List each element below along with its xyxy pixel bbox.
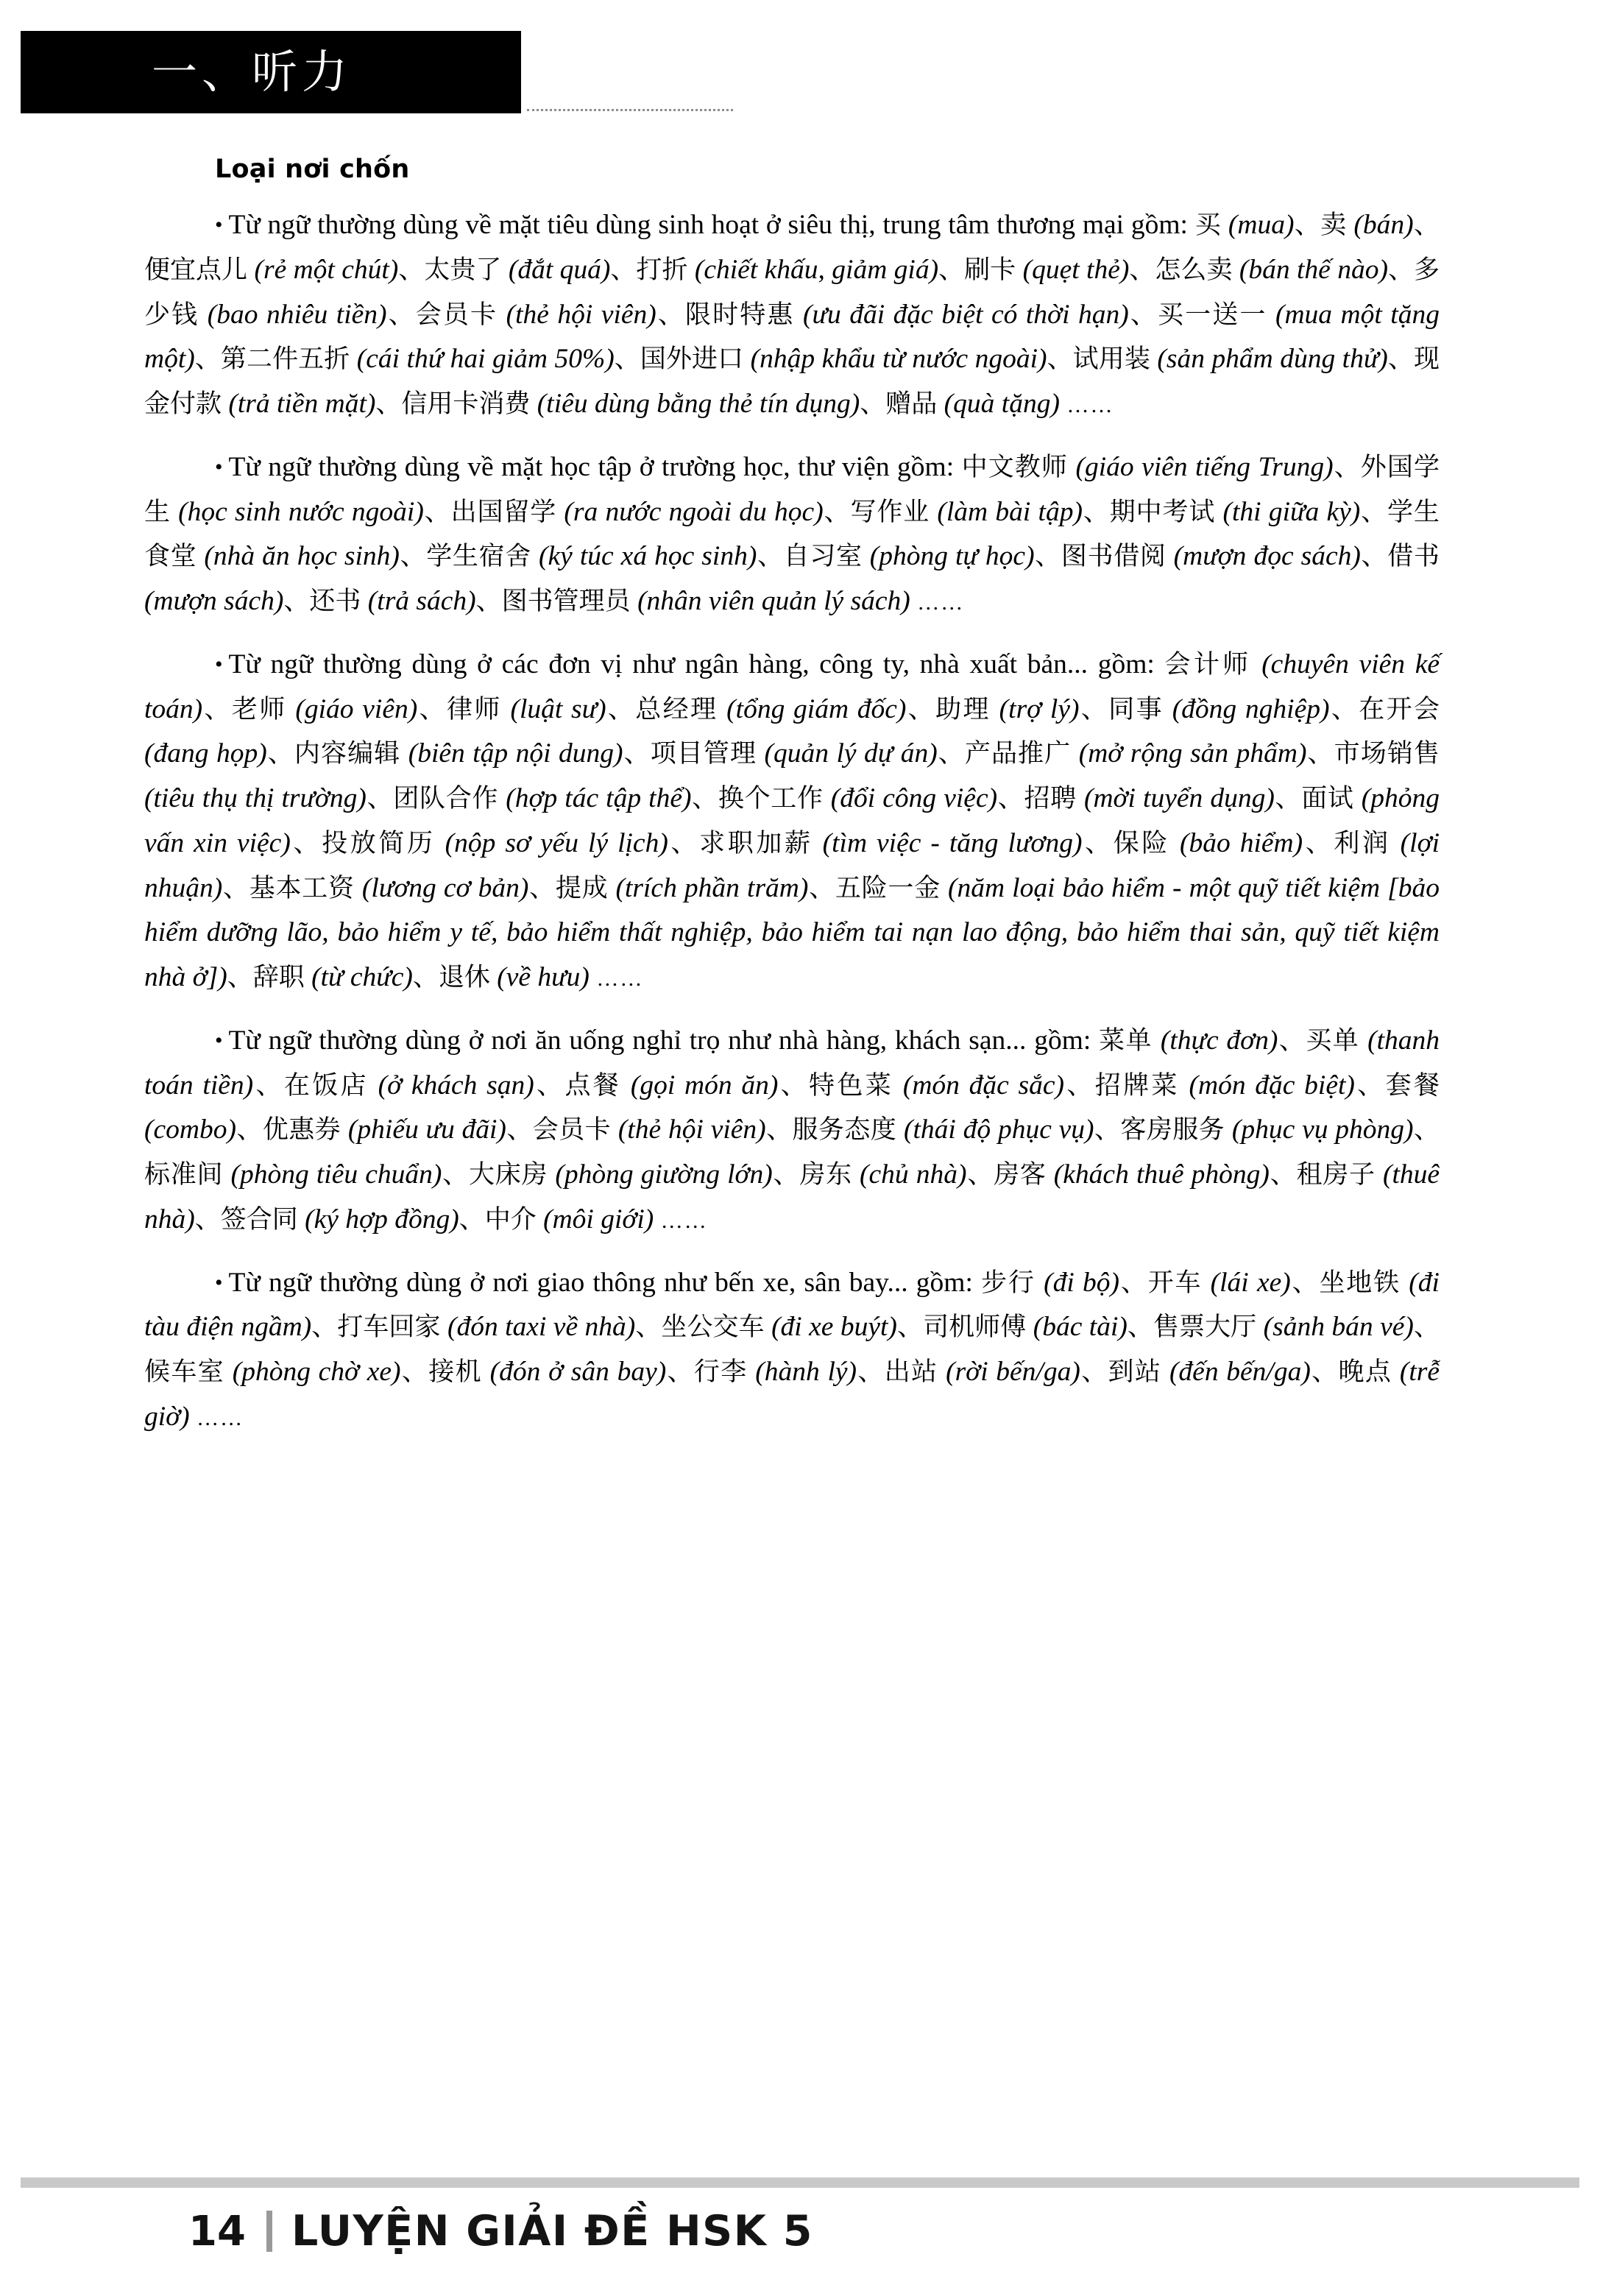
list-separator: 、 xyxy=(375,389,402,419)
list-separator: 、 xyxy=(1128,300,1158,330)
vocab-chinese: 利润 xyxy=(1334,828,1391,858)
list-separator: 、 xyxy=(606,694,636,724)
vocab-chinese: 行李 xyxy=(693,1357,748,1387)
list-separator: 、 xyxy=(194,1204,221,1234)
vocab-vietnamese: (tổng giám đốc) xyxy=(726,693,907,724)
list-separator: 、 xyxy=(253,1070,284,1101)
vocab-vietnamese: (thẻ hội viên) xyxy=(506,299,656,330)
vocab-vietnamese: (hành lý) xyxy=(755,1357,857,1387)
bullet-icon: • xyxy=(215,213,223,237)
list-separator: 、 xyxy=(1082,828,1114,858)
vocab-chinese: 买一送一 xyxy=(1157,300,1267,330)
list-separator: 、 xyxy=(772,1160,800,1190)
paragraph-list xyxy=(144,203,1440,1440)
vocab-chinese: 房客 xyxy=(994,1160,1047,1190)
list-separator: 、 xyxy=(1274,784,1302,813)
list-separator: 、 xyxy=(1360,497,1388,527)
list-separator: 、 xyxy=(423,497,451,527)
vocab-vietnamese: (ra nước ngoài du học) xyxy=(564,496,824,527)
vocab-vietnamese: (mua) xyxy=(1228,210,1295,240)
list-separator: 、 xyxy=(417,694,447,724)
vocab-vietnamese: (tiêu dùng bằng thẻ tín dụng) xyxy=(537,389,860,419)
vocab-vietnamese: (nhà ăn học sinh) xyxy=(204,541,400,572)
list-separator: 、 xyxy=(283,587,310,616)
list-separator: 、 xyxy=(1413,1313,1440,1343)
paragraph-lead: Từ ngữ thường dùng về mặt tiêu dùng sinh hoạt ở siêu thị, trung tâm thương mại gồm: xyxy=(228,210,1195,240)
vocab-chinese: 太贵了 xyxy=(424,255,502,285)
vocab-chinese: 律师 xyxy=(446,694,502,724)
vocab-vietnamese: (sản phẩm dùng thử) xyxy=(1157,344,1388,375)
subheading: Loại nơi chốn xyxy=(215,155,410,184)
list-separator: 、 xyxy=(896,1313,924,1343)
vocab-chinese: 开车 xyxy=(1147,1268,1203,1298)
vocab-chinese: 期中考试 xyxy=(1109,497,1216,527)
list-separator: 、 xyxy=(1269,1160,1297,1190)
vocab-chinese: 求职加薪 xyxy=(699,828,813,858)
list-separator: 、 xyxy=(236,1115,263,1145)
vocab-chinese: 图书借阅 xyxy=(1061,542,1167,572)
list-separator: 、 xyxy=(442,1160,469,1190)
vocab-vietnamese: (về hưu) xyxy=(497,962,590,992)
list-separator: 、 xyxy=(1413,211,1440,240)
vocab-vietnamese: (nhập khẩu từ nước ngoài) xyxy=(750,344,1047,375)
list-separator: 、 xyxy=(1387,345,1414,375)
heading-dotted-rule xyxy=(527,109,733,111)
vocab-vietnamese: (đi tàu điện ngầm) xyxy=(144,1267,1440,1343)
vocab-chinese: 中文教师 xyxy=(961,452,1068,482)
vocab-vietnamese: (phòng tiêu chuẩn) xyxy=(230,1159,442,1190)
list-separator: 、 xyxy=(311,1313,338,1343)
vocab-vietnamese: (môi giới) xyxy=(543,1204,654,1234)
vocab-vietnamese: (chiết khấu, giảm giá) xyxy=(694,254,939,285)
paragraph xyxy=(144,203,1440,427)
list-separator: 、 xyxy=(938,255,965,285)
vocab-chinese: 五险一金 xyxy=(835,873,941,903)
vocab-vietnamese: (đắt quá) xyxy=(508,254,611,285)
vocab-chinese: 市场销售 xyxy=(1334,739,1440,769)
list-separator: 、 xyxy=(1306,739,1334,769)
vocab-chinese: 在饭店 xyxy=(283,1070,369,1101)
vocab-chinese: 刷卡 xyxy=(964,255,1016,285)
vocab-chinese: 产品推广 xyxy=(964,739,1072,769)
vocab-chinese: 多少钱 xyxy=(144,255,1440,330)
vocab-vietnamese: (bảo hiểm) xyxy=(1179,827,1303,858)
vocab-chinese: 会计师 xyxy=(1164,649,1252,679)
paragraph xyxy=(144,1019,1440,1243)
list-separator: 、 xyxy=(459,1204,485,1234)
vocab-vietnamese: (phỏng vấn xin việc) xyxy=(144,783,1440,858)
vocab-vietnamese: (phòng tự học) xyxy=(869,541,1035,572)
vocab-vietnamese: (từ chức) xyxy=(311,962,413,992)
vocab-vietnamese: (đổi công việc) xyxy=(830,783,998,813)
paragraph xyxy=(144,1261,1440,1440)
vocab-vietnamese: (trích phần trăm) xyxy=(615,872,809,903)
ellipsis: …… xyxy=(910,590,965,615)
list-separator: 、 xyxy=(1360,542,1388,572)
vocab-chinese: 到站 xyxy=(1108,1357,1162,1387)
vocab-chinese: 套餐 xyxy=(1385,1070,1440,1101)
vocab-chinese: 卖 xyxy=(1320,211,1347,240)
page-number: 14 xyxy=(188,2207,246,2256)
vocab-vietnamese: (giáo viên) xyxy=(295,693,418,724)
vocab-vietnamese: (lương cơ bản) xyxy=(361,872,529,903)
vocab-vietnamese: (gọi món ăn) xyxy=(630,1070,779,1101)
vocab-vietnamese: (đang họp) xyxy=(144,738,267,769)
vocab-chinese: 项目管理 xyxy=(650,739,757,769)
vocab-vietnamese: (đến bến/ga) xyxy=(1169,1357,1311,1387)
list-separator: 、 xyxy=(398,255,425,285)
vocab-chinese: 坐公交车 xyxy=(661,1313,765,1343)
vocab-chinese: 提成 xyxy=(555,873,609,903)
list-separator: 、 xyxy=(1047,345,1073,375)
vocab-chinese: 面试 xyxy=(1301,784,1354,813)
vocab-vietnamese: (học sinh nước ngoài) xyxy=(178,496,424,527)
vocab-vietnamese: (lái xe) xyxy=(1210,1267,1291,1298)
vocab-vietnamese: (luật sư) xyxy=(510,693,606,724)
vocab-vietnamese: (phòng chờ xe) xyxy=(232,1357,401,1387)
list-separator: 、 xyxy=(1034,542,1061,572)
vocab-chinese: 房东 xyxy=(799,1160,852,1190)
ellipsis: …… xyxy=(589,967,644,991)
vocab-chinese: 图书管理员 xyxy=(501,587,631,616)
list-separator: 、 xyxy=(1294,211,1321,240)
list-separator: 、 xyxy=(290,828,322,858)
vocab-vietnamese: (thi giữa kỳ) xyxy=(1222,496,1361,527)
list-separator: 、 xyxy=(1079,694,1109,724)
vocab-vietnamese: (quẹt thẻ) xyxy=(1022,254,1130,285)
vocab-vietnamese: (quà tặng) xyxy=(944,389,1060,419)
vocab-chinese: 接机 xyxy=(428,1357,482,1387)
vocab-chinese: 特色菜 xyxy=(809,1070,894,1101)
bullet-icon: • xyxy=(215,1270,223,1295)
vocab-vietnamese: (mở rộng sản phẩm) xyxy=(1078,738,1307,769)
vocab-vietnamese: (thuê nhà) xyxy=(144,1159,1440,1234)
paragraph-lead: Từ ngữ thường dùng ở các đơn vị như ngân hàng, công ty, nhà xuất bản... gồm: xyxy=(228,649,1165,679)
vocab-chinese: 菜单 xyxy=(1099,1025,1153,1056)
vocab-vietnamese: (món đặc sắc) xyxy=(902,1070,1064,1101)
vocab-vietnamese: (mượn đọc sách) xyxy=(1173,541,1361,572)
vocab-vietnamese: (nộp sơ yếu lý lịch) xyxy=(445,827,668,858)
vocab-chinese: 外国学生 xyxy=(144,452,1440,527)
vocab-chinese: 客房服务 xyxy=(1120,1115,1225,1145)
vocab-chinese: 买单 xyxy=(1306,1025,1360,1056)
vocab-vietnamese: (tìm việc - tăng lương) xyxy=(822,827,1083,858)
vocab-chinese: 司机师傅 xyxy=(923,1313,1027,1343)
ellipsis: …… xyxy=(189,1405,244,1430)
vocab-chinese: 出国留学 xyxy=(450,497,557,527)
vocab-chinese: 学生宿舍 xyxy=(426,542,531,572)
list-separator: 、 xyxy=(937,739,965,769)
vocab-chinese: 投放简历 xyxy=(322,828,436,858)
list-separator: 、 xyxy=(1387,255,1414,285)
vocab-chinese: 标准间 xyxy=(144,1160,224,1190)
list-separator: 、 xyxy=(623,739,651,769)
footer-rule xyxy=(21,2177,1579,2188)
bullet-icon: • xyxy=(215,651,223,677)
vocab-chinese: 优惠券 xyxy=(262,1115,341,1145)
vocab-chinese: 怎么卖 xyxy=(1155,255,1233,285)
list-separator: 、 xyxy=(1129,255,1155,285)
list-separator: 、 xyxy=(399,542,427,572)
vocab-chinese: 候车室 xyxy=(144,1357,224,1387)
list-separator: 、 xyxy=(1119,1268,1148,1298)
list-separator: 、 xyxy=(997,784,1024,813)
vocab-vietnamese: (hợp tác tập thể) xyxy=(506,783,692,813)
section-heading-banner xyxy=(21,31,521,113)
list-separator: 、 xyxy=(194,345,221,375)
list-separator: 、 xyxy=(765,1115,793,1145)
vocab-chinese: 保险 xyxy=(1113,828,1170,858)
list-separator: 、 xyxy=(966,1160,994,1190)
vocab-chinese: 学生食堂 xyxy=(144,497,1440,572)
list-separator: 、 xyxy=(668,828,700,858)
vocab-vietnamese: (bác tài) xyxy=(1033,1312,1128,1343)
paragraph-lead: Từ ngữ thường dùng về mặt học tập ở trường học, thư viện gồm: xyxy=(228,451,962,482)
list-separator: 、 xyxy=(266,739,294,769)
list-separator: 、 xyxy=(506,1115,533,1145)
list-separator: 、 xyxy=(1413,1115,1440,1145)
list-separator: 、 xyxy=(1278,1025,1306,1056)
vocab-vietnamese: (thanh toán tiền) xyxy=(144,1025,1440,1101)
vocab-vietnamese: (giáo viên tiếng Trung) xyxy=(1075,451,1334,482)
vocab-chinese: 在开会 xyxy=(1359,694,1440,724)
vocab-chinese: 签合同 xyxy=(220,1204,298,1234)
vocab-vietnamese: (rời bến/ga) xyxy=(946,1357,1080,1387)
vocab-vietnamese: (trả tiền mặt) xyxy=(228,389,376,419)
list-separator: 、 xyxy=(412,963,439,992)
vocab-chinese: 买 xyxy=(1194,211,1222,240)
list-separator: 、 xyxy=(366,784,394,813)
vocab-chinese: 助理 xyxy=(935,694,991,724)
vocab-vietnamese: (ở khách sạn) xyxy=(378,1070,534,1101)
list-separator: 、 xyxy=(534,1070,565,1101)
vocab-chinese: 老师 xyxy=(231,694,287,724)
bullet-icon: • xyxy=(215,1028,223,1053)
list-separator: 、 xyxy=(202,694,232,724)
vocab-vietnamese: (làm bài tập) xyxy=(937,496,1083,527)
list-separator: 、 xyxy=(400,1357,429,1387)
vocab-chinese: 招聘 xyxy=(1024,784,1077,813)
vocab-chinese: 团队合作 xyxy=(393,784,499,813)
footer-divider xyxy=(266,2211,272,2252)
vocab-chinese: 换个工作 xyxy=(718,784,824,813)
list-separator: 、 xyxy=(528,873,556,903)
vocab-chinese: 借书 xyxy=(1387,542,1440,572)
vocab-chinese: 晚点 xyxy=(1338,1357,1392,1387)
vocab-chinese: 大床房 xyxy=(468,1160,548,1190)
list-separator: 、 xyxy=(757,542,784,572)
vocab-chinese: 总经理 xyxy=(635,694,718,724)
list-separator: 、 xyxy=(1310,1357,1339,1387)
vocab-chinese: 坐地铁 xyxy=(1319,1268,1401,1298)
vocab-chinese: 还书 xyxy=(309,587,361,616)
vocab-chinese: 赠品 xyxy=(885,389,938,419)
list-separator: 、 xyxy=(691,784,718,813)
vocab-chinese: 中介 xyxy=(484,1204,537,1234)
vocab-chinese: 招牌菜 xyxy=(1094,1070,1180,1101)
list-separator: 、 xyxy=(635,1313,662,1343)
vocab-chinese: 内容编辑 xyxy=(294,739,401,769)
list-separator: 、 xyxy=(1127,1313,1153,1343)
bullet-icon: • xyxy=(215,454,223,479)
vocab-chinese: 信用卡消费 xyxy=(401,389,531,419)
list-separator: 、 xyxy=(614,345,640,375)
vocab-vietnamese: (đón taxi về nhà) xyxy=(447,1312,636,1343)
vocab-vietnamese: (bán) xyxy=(1353,210,1414,240)
list-separator: 、 xyxy=(222,873,249,903)
vocab-vietnamese: (phòng giường lớn) xyxy=(555,1159,773,1190)
vocab-chinese: 步行 xyxy=(981,1268,1036,1298)
vocab-vietnamese: (đi bộ) xyxy=(1044,1267,1119,1298)
vocab-chinese: 限时特惠 xyxy=(685,300,795,330)
vocab-chinese: 打车回家 xyxy=(337,1313,441,1343)
vocab-vietnamese: (bao nhiêu tiền) xyxy=(207,299,387,330)
vocab-vietnamese: (phiếu ưu đãi) xyxy=(347,1115,506,1145)
page-footer xyxy=(21,2188,1579,2275)
vocab-vietnamese: (chủ nhà) xyxy=(860,1159,967,1190)
list-separator: 、 xyxy=(1329,694,1359,724)
vocab-vietnamese: (rẻ một chút) xyxy=(254,254,399,285)
vocab-chinese: 写作业 xyxy=(850,497,930,527)
vocab-vietnamese: (khách thuê phòng) xyxy=(1053,1159,1270,1190)
vocab-chinese: 便宜点儿 xyxy=(144,255,248,285)
vocab-vietnamese: (lợi nhuận) xyxy=(144,827,1440,903)
list-separator: 、 xyxy=(1094,1115,1121,1145)
vocab-chinese: 同事 xyxy=(1108,694,1164,724)
vocab-chinese: 自习室 xyxy=(783,542,863,572)
list-separator: 、 xyxy=(656,300,686,330)
vocab-vietnamese: (món đặc biệt) xyxy=(1189,1070,1355,1101)
body-content xyxy=(144,155,1440,1458)
vocab-chinese: 辞职 xyxy=(252,963,305,992)
list-separator: 、 xyxy=(857,1357,885,1387)
paragraph xyxy=(144,643,1440,1000)
list-separator: 、 xyxy=(808,873,835,903)
vocab-vietnamese: (trợ lý) xyxy=(999,693,1080,724)
paragraph xyxy=(144,445,1440,624)
list-separator: 、 xyxy=(1082,497,1110,527)
vocab-vietnamese: (sảnh bán vé) xyxy=(1263,1312,1414,1343)
list-separator: 、 xyxy=(906,694,936,724)
list-separator: 、 xyxy=(666,1357,694,1387)
vocab-chinese: 售票大厅 xyxy=(1153,1313,1257,1343)
vocab-chinese: 第二件五折 xyxy=(220,345,350,375)
vocab-vietnamese: (năm loại bảo hiểm - một quỹ tiết kiệm [bảo hiểm dưỡng lão, bảo hiểm y tế, bảo hiểm thất nghiệp, bảo hiểm tai nạn lao động, bảo hiểm thai sản, quỹ tiết kiệm nhà ở]) xyxy=(144,872,1440,992)
vocab-vietnamese: (đón ở sân bay) xyxy=(489,1357,667,1387)
vocab-chinese: 租房子 xyxy=(1296,1160,1376,1190)
vocab-vietnamese: (cái thứ hai giảm 50%) xyxy=(356,344,615,375)
vocab-chinese: 基本工资 xyxy=(249,873,355,903)
vocab-vietnamese: (ưu đãi đặc biệt có thời hạn) xyxy=(803,299,1129,330)
vocab-chinese: 出站 xyxy=(884,1357,938,1387)
paragraph-lead: Từ ngữ thường dùng ở nơi ăn uống nghỉ trọ như nhà hàng, khách sạn... gồm: xyxy=(228,1025,1100,1056)
vocab-vietnamese: (combo) xyxy=(144,1115,236,1145)
vocab-vietnamese: (trả sách) xyxy=(367,586,476,616)
list-separator: 、 xyxy=(1064,1070,1095,1101)
ellipsis: …… xyxy=(654,1208,708,1233)
vocab-chinese: 打折 xyxy=(636,255,688,285)
vocab-chinese: 国外进口 xyxy=(640,345,744,375)
vocab-chinese: 会员卡 xyxy=(415,300,498,330)
vocab-vietnamese: (đồng nghiệp) xyxy=(1172,693,1330,724)
vocab-vietnamese: (chuyên viên kế toán) xyxy=(144,649,1440,724)
vocab-chinese: 点餐 xyxy=(564,1070,622,1101)
vocab-vietnamese: (đi xe buýt) xyxy=(771,1312,897,1343)
section-heading-label: 一、听力 xyxy=(152,45,353,99)
vocab-chinese: 现金付款 xyxy=(144,345,1440,419)
vocab-vietnamese: (thực đơn) xyxy=(1160,1025,1278,1056)
list-separator: 、 xyxy=(227,963,253,992)
vocab-chinese: 试用装 xyxy=(1072,345,1150,375)
vocab-vietnamese: (phục vụ phòng) xyxy=(1231,1115,1414,1145)
vocab-vietnamese: (nhân viên quản lý sách) xyxy=(637,586,910,616)
vocab-vietnamese: (mượn sách) xyxy=(144,586,284,616)
vocab-vietnamese: (trễ giờ) xyxy=(144,1357,1440,1432)
vocab-vietnamese: (thái độ phục vụ) xyxy=(904,1115,1094,1145)
list-separator: 、 xyxy=(386,300,416,330)
paragraph-lead: Từ ngữ thường dùng ở nơi giao thông như bến xe, sân bay... gồm: xyxy=(228,1267,982,1298)
list-separator: 、 xyxy=(1333,452,1361,482)
list-separator: 、 xyxy=(778,1070,810,1101)
vocab-chinese: 会员卡 xyxy=(532,1115,612,1145)
book-title: LUYỆN GIẢI ĐỀ HSK 5 xyxy=(291,2207,813,2256)
vocab-vietnamese: (quản lý dự án) xyxy=(764,738,938,769)
vocab-chinese: 服务态度 xyxy=(792,1115,897,1145)
ellipsis: …… xyxy=(1059,393,1114,417)
list-separator: 、 xyxy=(1354,1070,1386,1101)
vocab-vietnamese: (ký hợp đồng) xyxy=(305,1204,459,1234)
list-separator: 、 xyxy=(1290,1268,1320,1298)
vocab-vietnamese: (thẻ hội viên) xyxy=(617,1115,766,1145)
vocab-vietnamese: (mua một tặng một) xyxy=(144,299,1440,375)
vocab-vietnamese: (bán thế nào) xyxy=(1239,254,1388,285)
list-separator: 、 xyxy=(1303,828,1334,858)
vocab-chinese: 退休 xyxy=(438,963,490,992)
list-separator: 、 xyxy=(1080,1357,1108,1387)
list-separator: 、 xyxy=(860,389,886,419)
list-separator: 、 xyxy=(475,587,502,616)
vocab-vietnamese: (ký túc xá học sinh) xyxy=(539,541,757,572)
vocab-vietnamese: (mời tuyển dụng) xyxy=(1083,783,1275,813)
vocab-vietnamese: (tiêu thụ thị trường) xyxy=(144,783,367,813)
vocab-vietnamese: (biên tập nội dung) xyxy=(408,738,623,769)
list-separator: 、 xyxy=(610,255,637,285)
list-separator: 、 xyxy=(823,497,851,527)
